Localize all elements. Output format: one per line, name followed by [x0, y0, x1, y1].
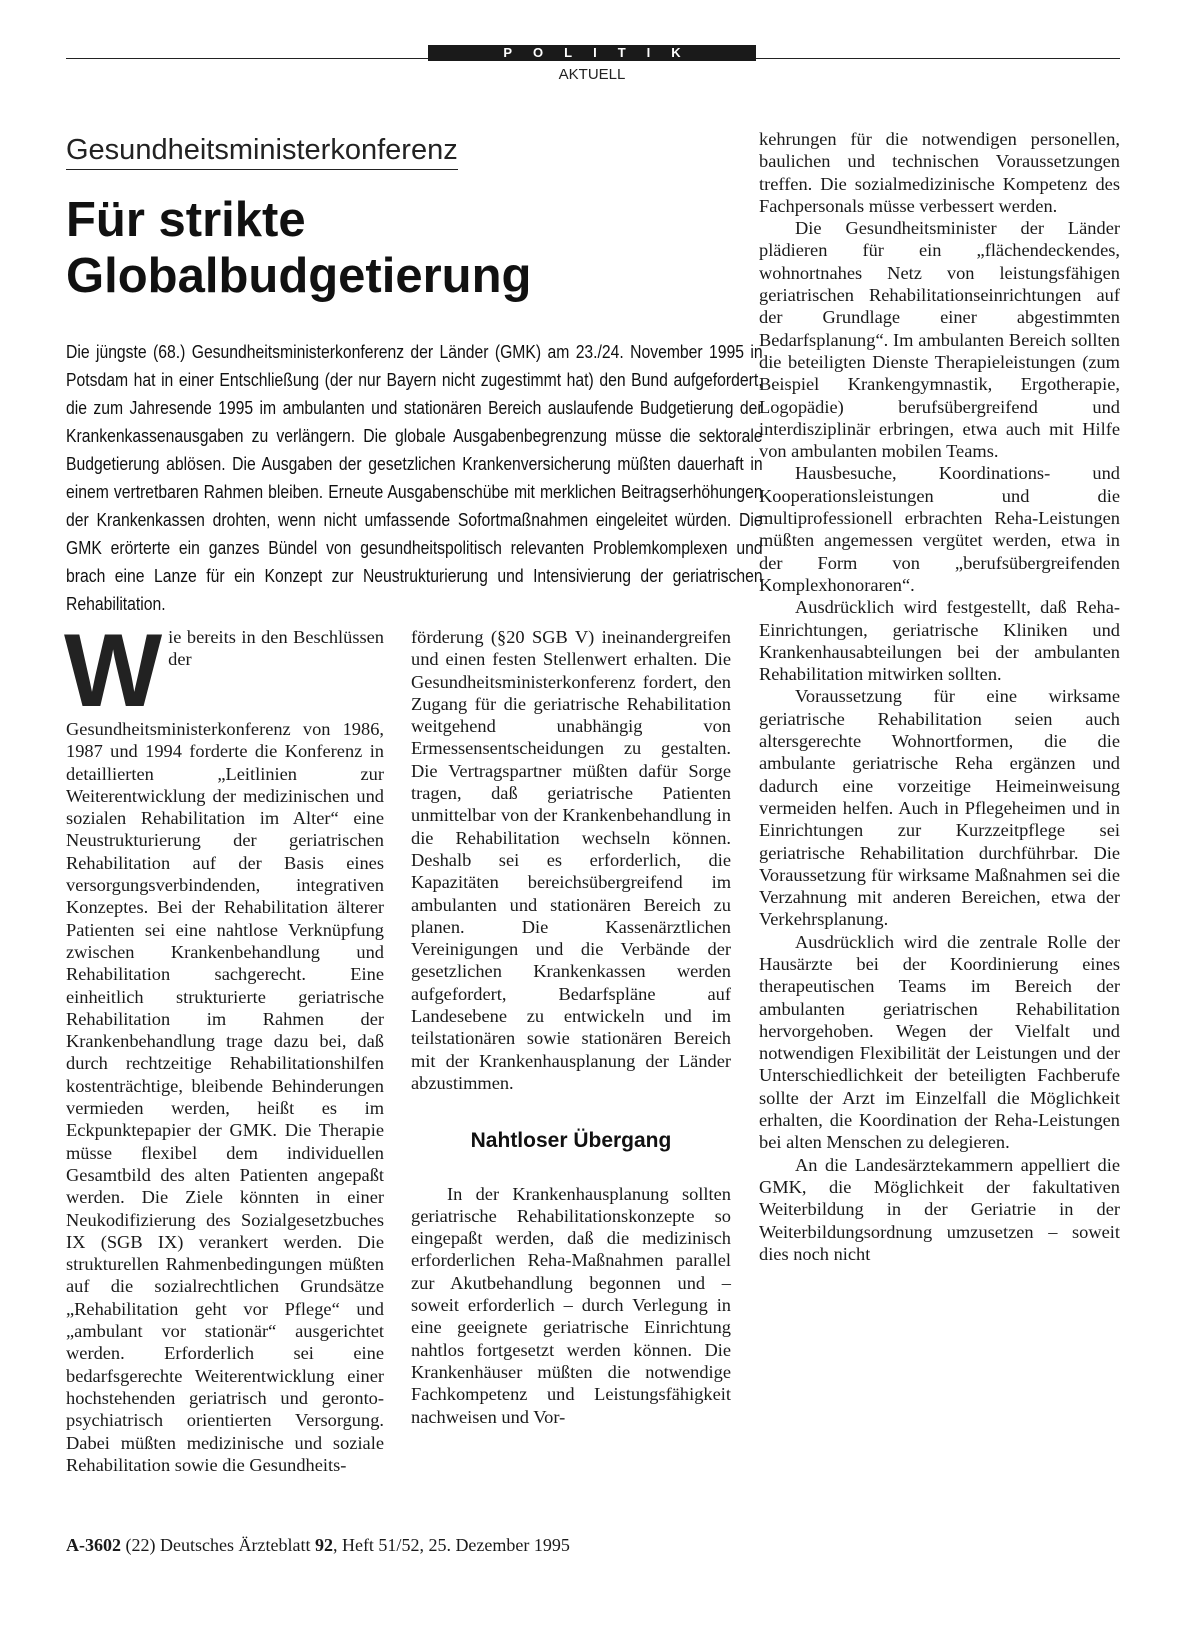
- drop-cap: W: [64, 613, 163, 729]
- paragraph: Ausdrücklich wird die zentrale Rolle der Hausärzte bei der Koordinierung eines therapeutischen Teams im Bereich der ambulanten geriatrischen Rehabilitation hervorgehoben. Wegen der Vielfalt und notwendigen Flexibilität der Leistungen und der Unterschiedlichkeit der beteiligten Fachberufe sollte der Arzt im Einzelfall die Möglichkeit erhalten, die Koordination der Reha-Leistungen bei alten Menschen zu delegieren.: [759, 931, 1120, 1153]
- paragraph-text: ie bereits in den Beschlüssen der Gesundheitsministerkonferenz von 1986, 1987 und 1994 forderte die Konferenz in detaillierten „Leitlinien zur Weiterentwicklung der medizinischen und sozialen Rehabilitation im Alter“ eine Neustrukturierung der geriatrischen Rehabilitation auf der Basis eines versorgungsverbindenden, integrativen Konzeptes. Bei der Rehabilitation älterer Patienten sei eine nahtlose Verknüpfung zwischen Krankenbehandlung und Rehabilitation sachgerecht. Eine einheitlich strukturierte geriatrische Rehabilitation im Rahmen der Krankenbehandlung trage dazu bei, daß durch rechtzeitige Rehabilitationshilfen kostenträchtige, bleibende Behinderungen vermieden werden, heißt es im Eckpunktepapier der GMK. Die Therapie müsse flexibel dem individuellen Gesamtbild des alten Patienten angepaßt werden. Die Ziele könnten in einer Neukodifizierung des Sozialgesetzbuches IX (SGB IX) verankert werden. Die strukturellen Rahmenbedingungen müßten auf die sozialrechtlichen Grundsätze „Rehabilitation geht vor Pflege“ und „ambulant vor stationär“ ausgerichtet werden. Erforderlich sei eine bedarfsgerechte Weiterentwicklung einer hochstehenden geriatrisch und geronto-psychiatrisch orientierten Versorgung. Dabei müßten medizinische und soziale Rehabilitation sowie die Gesundheits-: [66, 627, 384, 1475]
- punct: ,: [332, 1535, 338, 1555]
- paragraph: [64, 613, 384, 1476]
- column-2: [411, 626, 731, 1428]
- headline-line-2: Globalbudgetierung: [66, 249, 532, 303]
- page-footer: [66, 1535, 570, 1556]
- subsection-label: AKTUELL: [558, 66, 626, 83]
- column-3: [759, 128, 1120, 1265]
- column-1: [64, 613, 384, 1476]
- subheading: Nahtloser Übergang: [470, 1129, 672, 1153]
- article-headline: [66, 192, 746, 304]
- paragraph: förderung (§20 SGB V) ineinandergreifen und einen festen Stellenwert erhalten. Die Gesundheitsministerkonferenz fordert, den Zugang für die geriatrische Rehabilitation weitgehend unabhängig von Ermessensentscheidungen zu gestalten. Die Vertragspartner müßten dafür Sorge tragen, daß geriatrische Patienten unmittelbar von der Krankenbehandlung in die Rehabilitation wechseln können. Deshalb sei es erforderlich, die Kapazitäten bereichsübergreifend im ambulanten und stationären Bereich zu planen. Die Kassenärztlichen Vereinigungen und die Verbände der gesetzlichen Krankenkassen werden aufgefordert, Bedarfspläne auf Landesebene zu entwickeln und im teilstationären sowie stationären Bereich mit der Krankenhausplanung der Länder abzustimmen.: [411, 627, 731, 1093]
- article-lead: Die jüngste (68.) Gesundheitsministerkonferenz der Länder (GMK) am 23./24. November 1995 in Potsdam hat in einer Entschließung (der nur Bayern nicht zugestimmt hat) den Bund aufgefordert, die zum Jahresende 1995 im ambulanten und stationären Bereich auslaufende Budgetierung der Krankenkassenausgaben zu verlängern. Die globale Ausgabenbegrenzung müsse die sektorale Budgetierung ablösen. Die Ausgaben der gesetzlichen Krankenversicherung müßten dauerhaft in einem vertretbaren Rahmen bleiben. Erneute Ausgabenschübe mit merklichen Beitragserhöhungen der Krankenkassen drohten, wenn nicht umfassende Sofortmaßnahmen eingeleitet würden. Die GMK erörterte ein ganzes Bündel von gesundheitspolitisch relevanten Problemkomplexen und brach eine Lanze für ein Konzept zur Neustrukturierung und Intensivierung der geriatrischen Rehabilitation.: [66, 341, 763, 614]
- journal-name: Deutsches Ärzteblatt: [160, 1535, 311, 1555]
- paragraph: Die Gesundheitsminister der Länder plädieren für ein „flächendeckendes, wohnortnahes Netz von leistungsfähigen geriatrischen Rehabilitationseinrichtungen auf der Grundlage einer abgestimmten Bedarfsplanung“. Im ambulanten Bereich sollten die beteiligten Dienste Therapieleistungen (zum Beispiel Krankengymnastik, Ergotherapie, Logopädie) berufsübergreifend und interdisziplinär erbringen, etwa auch mit Hilfe von ambulanten mobilen Teams.: [759, 218, 1120, 462]
- journal-issue: Heft 51/52, 25. Dezember 1995: [341, 1535, 570, 1555]
- section-label: POLITIK: [428, 45, 756, 61]
- journal-volume: 92: [314, 1535, 333, 1555]
- page-code: A-3602: [66, 1535, 121, 1555]
- paragraph: kehrungen für die notwendigen personellen, baulichen und technischen Voraussetzungen treffen. Die sozialmedizinische Kompetenz des Fachpersonals müsse verbessert werden.: [759, 129, 1120, 216]
- paragraph: An die Landesärztekammern appelliert die GMK, die Möglichkeit der fakultativen Weiterbildung in der Geriatrie in der Weiterbildungsordnung umzusetzen – soweit dies noch nicht: [759, 1154, 1120, 1264]
- page-number: (22): [125, 1535, 156, 1555]
- paragraph: Voraussetzung für eine wirksame geriatrische Rehabilitation seien auch altersgerechte Wohnortformen, die die ambulante geriatrische Reha ergänzen und dadurch eine vorzeitige Heimeinweisung vermeiden helfen. Auch in Pflegeheimen und in Einrichtungen zur Kurzzeitpflege sei geriatrische Rehabilitation durchführbar. Die Voraussetzung für wirksame Maßnahmen sei die Verzahnung mit anderen Bereichen, etwa der Verkehrsplanung.: [759, 686, 1120, 930]
- paragraph: Ausdrücklich wird festgestellt, daß Reha-Einrichtungen, geriatrische Kliniken und Krankenhausabteilungen bei der ambulanten Rehabilitation mitwirken sollten.: [759, 597, 1120, 685]
- paragraph: In der Krankenhausplanung sollten geriatrische Rehabilitationskonzepte so eingepaßt werden, daß die medizinisch erforderlichen Reha-Maßnahmen parallel zur Akutbehandlung begonnen und – soweit erforderlich – durch Verlegung in eine geeignete geriatrische Einrichtung nahtlos fortgesetzt werden können. Die Krankenhäuser müßten die notwendige Fachkompetenz und Leistungsfähigkeit nachweisen und Vor-: [411, 1183, 731, 1427]
- headline-line-1: Für strikte: [66, 193, 306, 247]
- paragraph: Hausbesuche, Koordinations- und Kooperationsleistungen und die multiprofessionell erbrachten Reha-Leistungen müßten angemessen vergütet werden, etwa in der Form von „berufsübergreifenden Komplexhonoraren“.: [759, 463, 1120, 595]
- article-kicker: Gesundheitsministerkonferenz: [66, 134, 458, 170]
